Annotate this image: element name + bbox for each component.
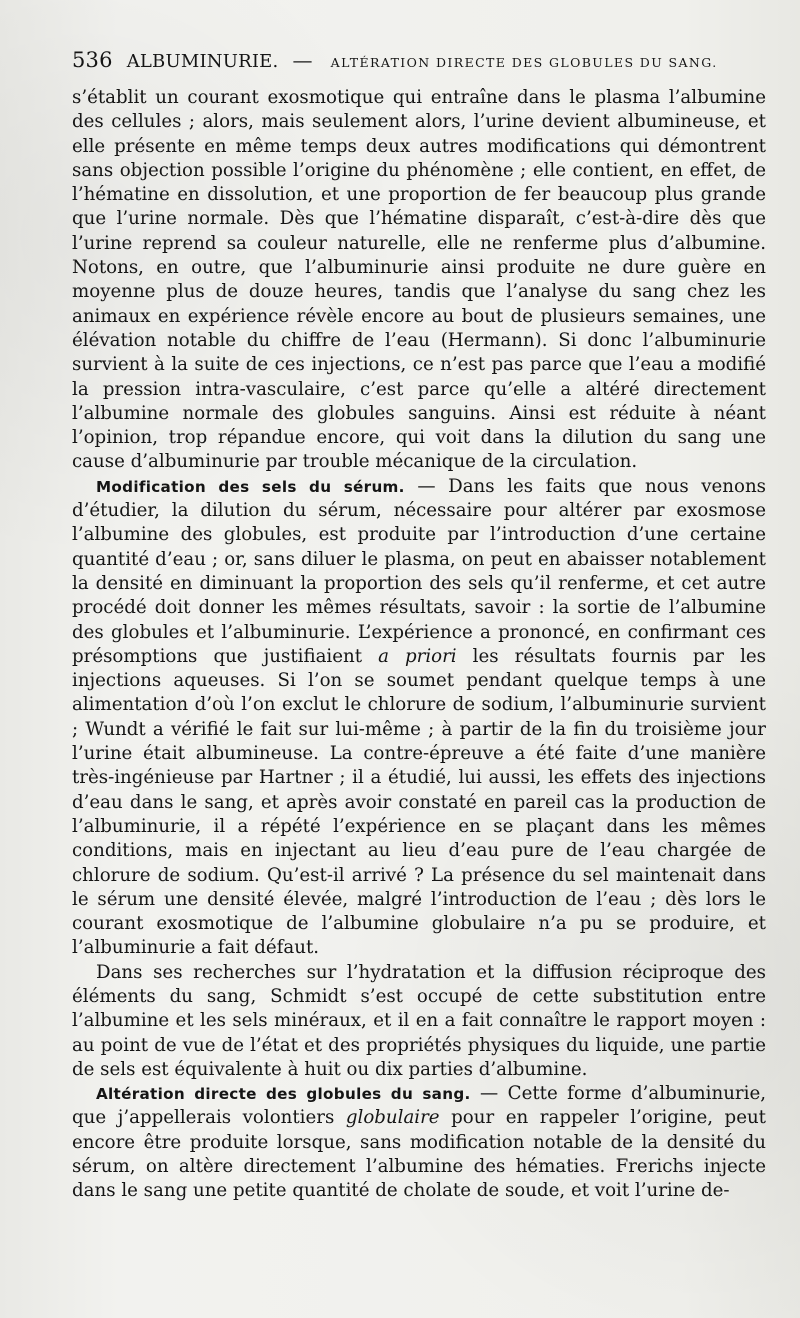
running-subtitle: ALTÉRATION DIRECTE DES GLOBULES DU SANG. xyxy=(330,55,718,70)
paragraph-4 xyxy=(72,1082,766,1203)
paragraph-2-text-a: — Dans les faits que nous venons d’étudier, la dilution du sérum, nécessaire pour altérer par exosmose l’albumine des globules, est produite par l’introduction d’une certaine quantité d’eau ; or, sans diluer le plasma, on peut en abaisser notablement la densité en diminuant la proportion des sels qu’il renferme, et cet autre procédé doit donner les mêmes résultats, savoir : la sortie de l’albumine des globules et l’albuminurie. L’expérience a prononcé, en confirmant ces présomptions que justifiaient xyxy=(72,475,766,667)
section-heading-modification: Modification des sels du sérum. xyxy=(96,477,405,496)
paragraph-1: s’établit un courant exosmotique qui entraîne dans le plasma l’albumine des cellules ; alors, mais seulement alors, l’urine devient albumineuse, et elle présente en même temps deux autres modifications qui démontrent sans objection possible l’origine du phénomène ; elle contient, en effet, de l’hématine en dissolution, et une proportion de fer beaucoup plus grande que l’urine normale. Dès que l’hématine disparaît, c’est-à-dire dès que l’urine reprend sa couleur naturelle, elle ne renferme plus d’albumine. Notons, en outre, que l’albuminurie ainsi produite ne dure guère en moyenne plus de douze heures, tandis que l’analyse du sang chez les animaux en expérience révèle encore au bout de plusieurs semaines, une élévation notable du chiffre de l’eau (Hermann). Si donc l’albuminurie survient à la suite de ces injections, ce n’est pas parce que l’eau a modifié la pression intra-vasculaire, c’est parce qu’elle a altéré directement l’albumine normale des globules sanguins. Ainsi est réduite à néant l’opinion, trop répandue encore, qui voit dans la dilution du sang une cause d’albuminurie par trouble mécanique de la circulation. xyxy=(72,87,766,473)
paragraph-4-text-b: pour en rappeler l’origine, peut encore être produite lorsque, sans modification notable de la densité du sérum, on altère directement l’albumine des hématies. Frerichs injecte dans le sang une petite quantité de cholate de soude, et voit l’urine de- xyxy=(72,1107,766,1202)
header-separator: — xyxy=(292,48,313,72)
page-number: 536 xyxy=(72,48,113,72)
section-heading-alteration: Altération directe des globules du sang. xyxy=(96,1085,471,1104)
paragraph-4-text-a: — Cette forme d’albuminurie, que j’appellerais volontiers xyxy=(72,1083,766,1129)
running-header xyxy=(72,48,770,78)
paragraph-2 xyxy=(72,475,766,961)
main-text xyxy=(72,86,766,1204)
paragraph-3: Dans ses recherches sur l’hydratation et la diffusion réciproque des éléments du sang, Schmidt s’est occupé de cette substitution entre l’albumine et les sels minéraux, et il en a fait connaître le rapport moyen : au point de vue de l’état et des propriétés physiques du liquide, une partie de sels est équivalente à huit ou dix parties d’albumine. xyxy=(72,961,766,1080)
paragraph-2-italic: a priori xyxy=(378,645,457,667)
running-title: ALBUMINURIE. xyxy=(126,51,279,72)
paragraph-4-italic: globulaire xyxy=(345,1107,440,1129)
paragraph-2-text-b: les résultats fournis par les injections aqueuses. Si l’on se soumet pendant quelque temps à une alimentation d’où l’on exclut le chlorure de sodium, l’albuminurie survient ; Wundt a vérifié le fait sur lui-même ; à partir de la fin du troisième jour l’urine était albumineuse. La contre-épreuve a été faite d’une manière très-ingénieuse par Hartner ; il a étudié, lui aussi, les effets des injections d’eau dans le sang, et après avoir constaté en pareil cas la production de l’albuminurie, il a répété l’expérience en se plaçant dans les mêmes conditions, mais en injectant au lieu d’eau pure de l’eau chargée de chlorure de sodium. Qu’est-il arrivé ? La présence du sel maintenait dans le sérum une densité élevée, malgré l’introduction de l’eau ; dès lors le courant exosmotique de l’albumine globulaire n’a pu se produire, et l’albuminurie a fait défaut. xyxy=(72,645,766,959)
